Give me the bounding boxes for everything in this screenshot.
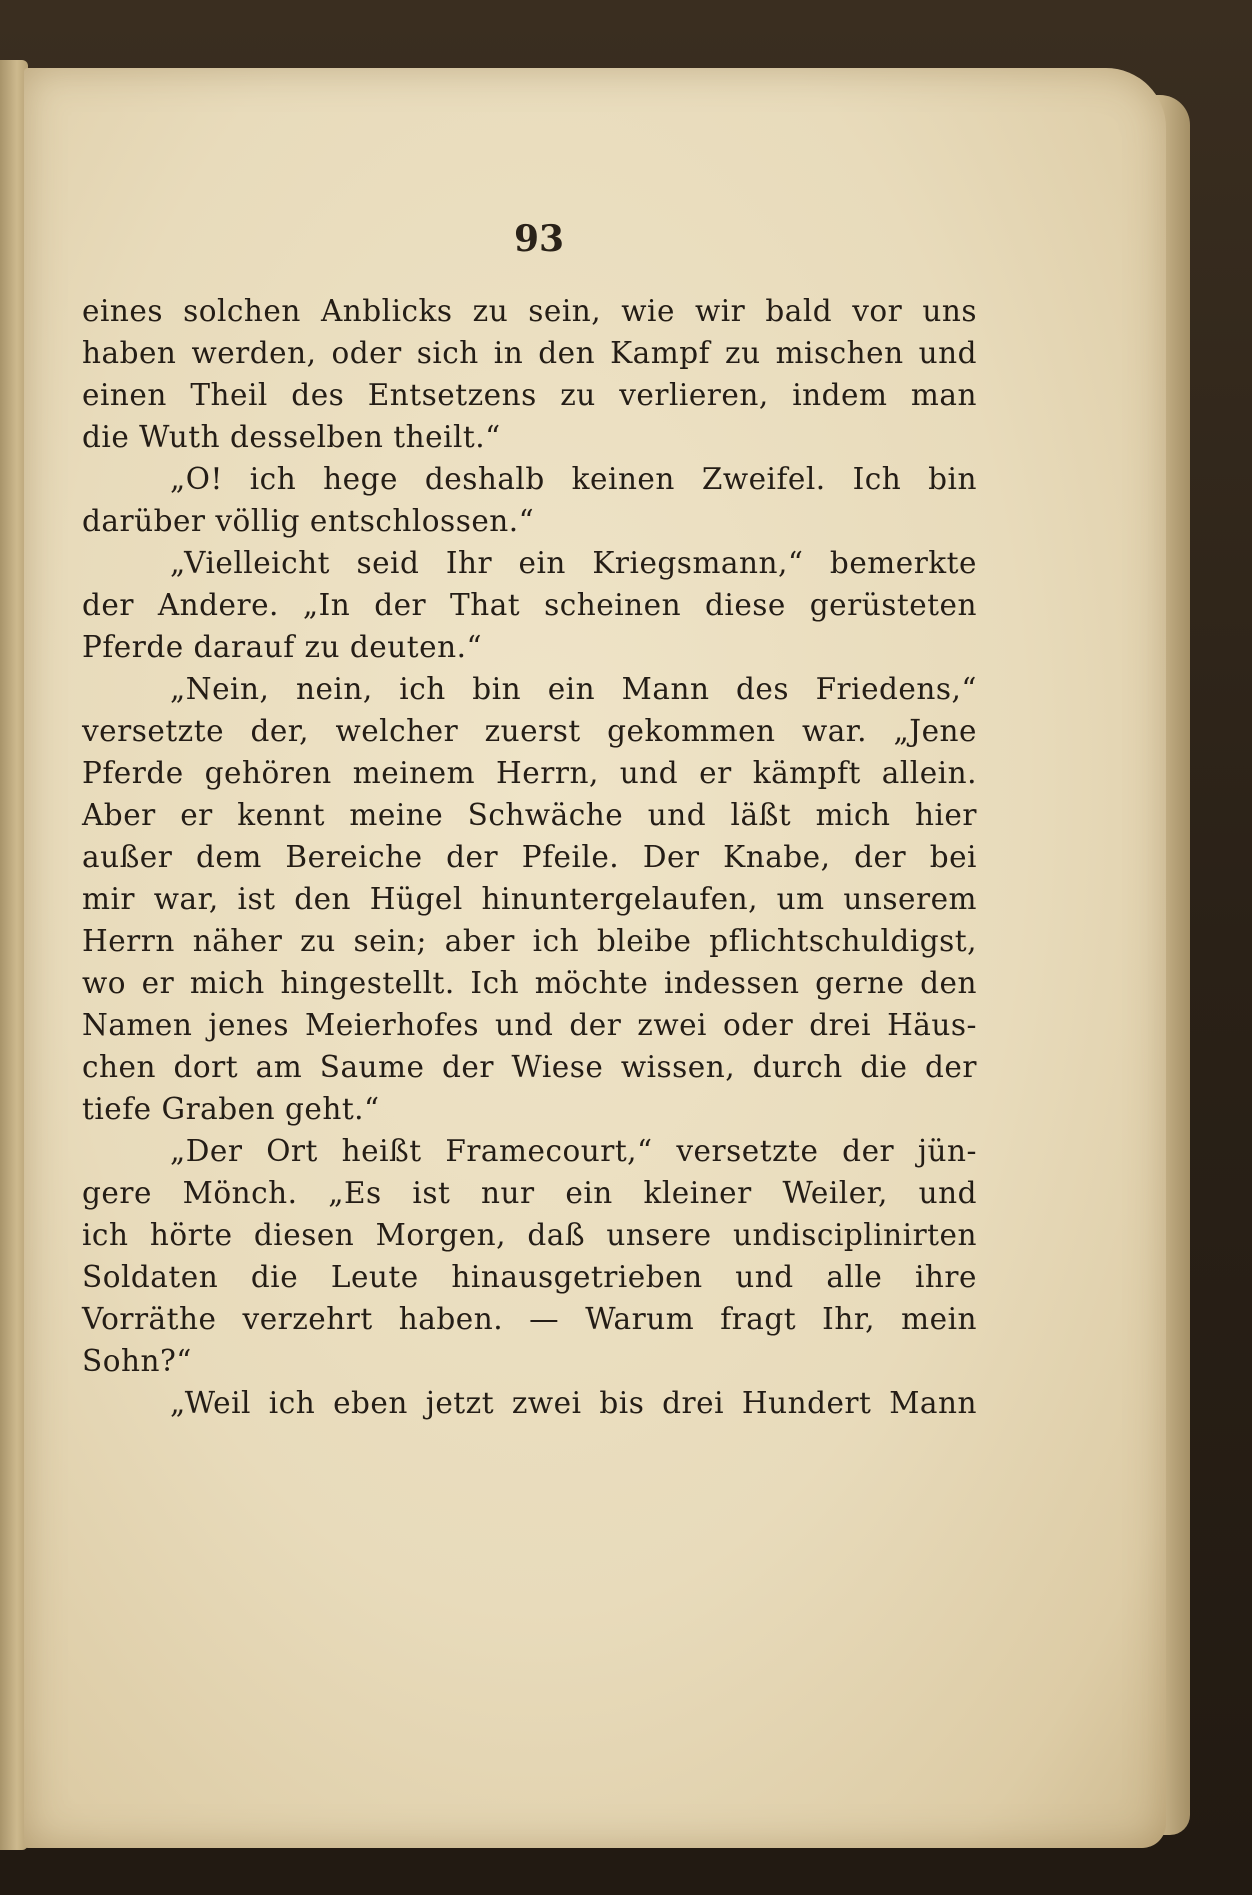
text-line: gere Mönch. „Es ist nur ein kleiner Weiler, und	[82, 1176, 977, 1210]
text-line: „Nein, nein, ich bin ein Mann des Friedens,“	[170, 672, 977, 706]
text-line: „Der Ort heißt Framecourt,“ versetzte der jün-	[170, 1134, 977, 1168]
text-line: Sohn?“	[82, 1344, 192, 1378]
text-line: haben werden, oder sich in den Kampf zu mischen und	[82, 336, 977, 370]
text-line: wo er mich hingestellt. Ich möchte indessen gerne den	[82, 966, 977, 1000]
text-line: einen Theil des Entsetzens zu verlieren, indem man	[82, 378, 977, 412]
text-line: der Andere. „In der That scheinen diese gerüsteten	[82, 588, 977, 622]
text-line: Soldaten die Leute hinausgetrieben und alle ihre	[82, 1260, 977, 1294]
text-line: Herrn näher zu sein; aber ich bleibe pflichtschuldigst,	[82, 924, 977, 958]
book-page	[24, 68, 1166, 1848]
body-text	[82, 290, 977, 1424]
text-line: „Weil ich eben jetzt zwei bis drei Hundert Mann	[170, 1386, 977, 1420]
text-line: Vorräthe verzehrt haben. — Warum fragt Ihr, mein	[82, 1302, 977, 1336]
text-line: „O! ich hege deshalb keinen Zweifel. Ich bin	[170, 462, 977, 496]
text-line: die Wuth desselben theilt.“	[82, 420, 501, 454]
text-line: eines solchen Anblicks zu sein, wie wir bald vor uns	[82, 294, 977, 328]
text-line: versetzte der, welcher zuerst gekommen war. „Jene	[82, 714, 977, 748]
text-line: chen dort am Saume der Wiese wissen, durch die der	[82, 1050, 977, 1084]
text-line: ich hörte diesen Morgen, daß unsere undisciplinirten	[82, 1218, 977, 1252]
text-line: Pferde darauf zu deuten.“	[82, 630, 483, 664]
text-line: Aber er kennt meine Schwäche und läßt mich hier	[82, 798, 977, 832]
page-number: 93	[513, 218, 565, 260]
text-line: „Vielleicht seid Ihr ein Kriegsmann,“ bemerkte	[170, 546, 977, 580]
text-line: außer dem Bereiche der Pfeile. Der Knabe, der bei	[82, 840, 977, 874]
text-line: Pferde gehören meinem Herrn, und er kämpft allein.	[82, 756, 977, 790]
text-line: darüber völlig entschlossen.“	[82, 504, 535, 538]
text-line: Namen jenes Meierhofes und der zwei oder drei Häus-	[82, 1008, 977, 1042]
text-line: mir war, ist den Hügel hinuntergelaufen, um unserem	[82, 882, 977, 916]
text-line: tiefe Graben geht.“	[82, 1092, 380, 1126]
